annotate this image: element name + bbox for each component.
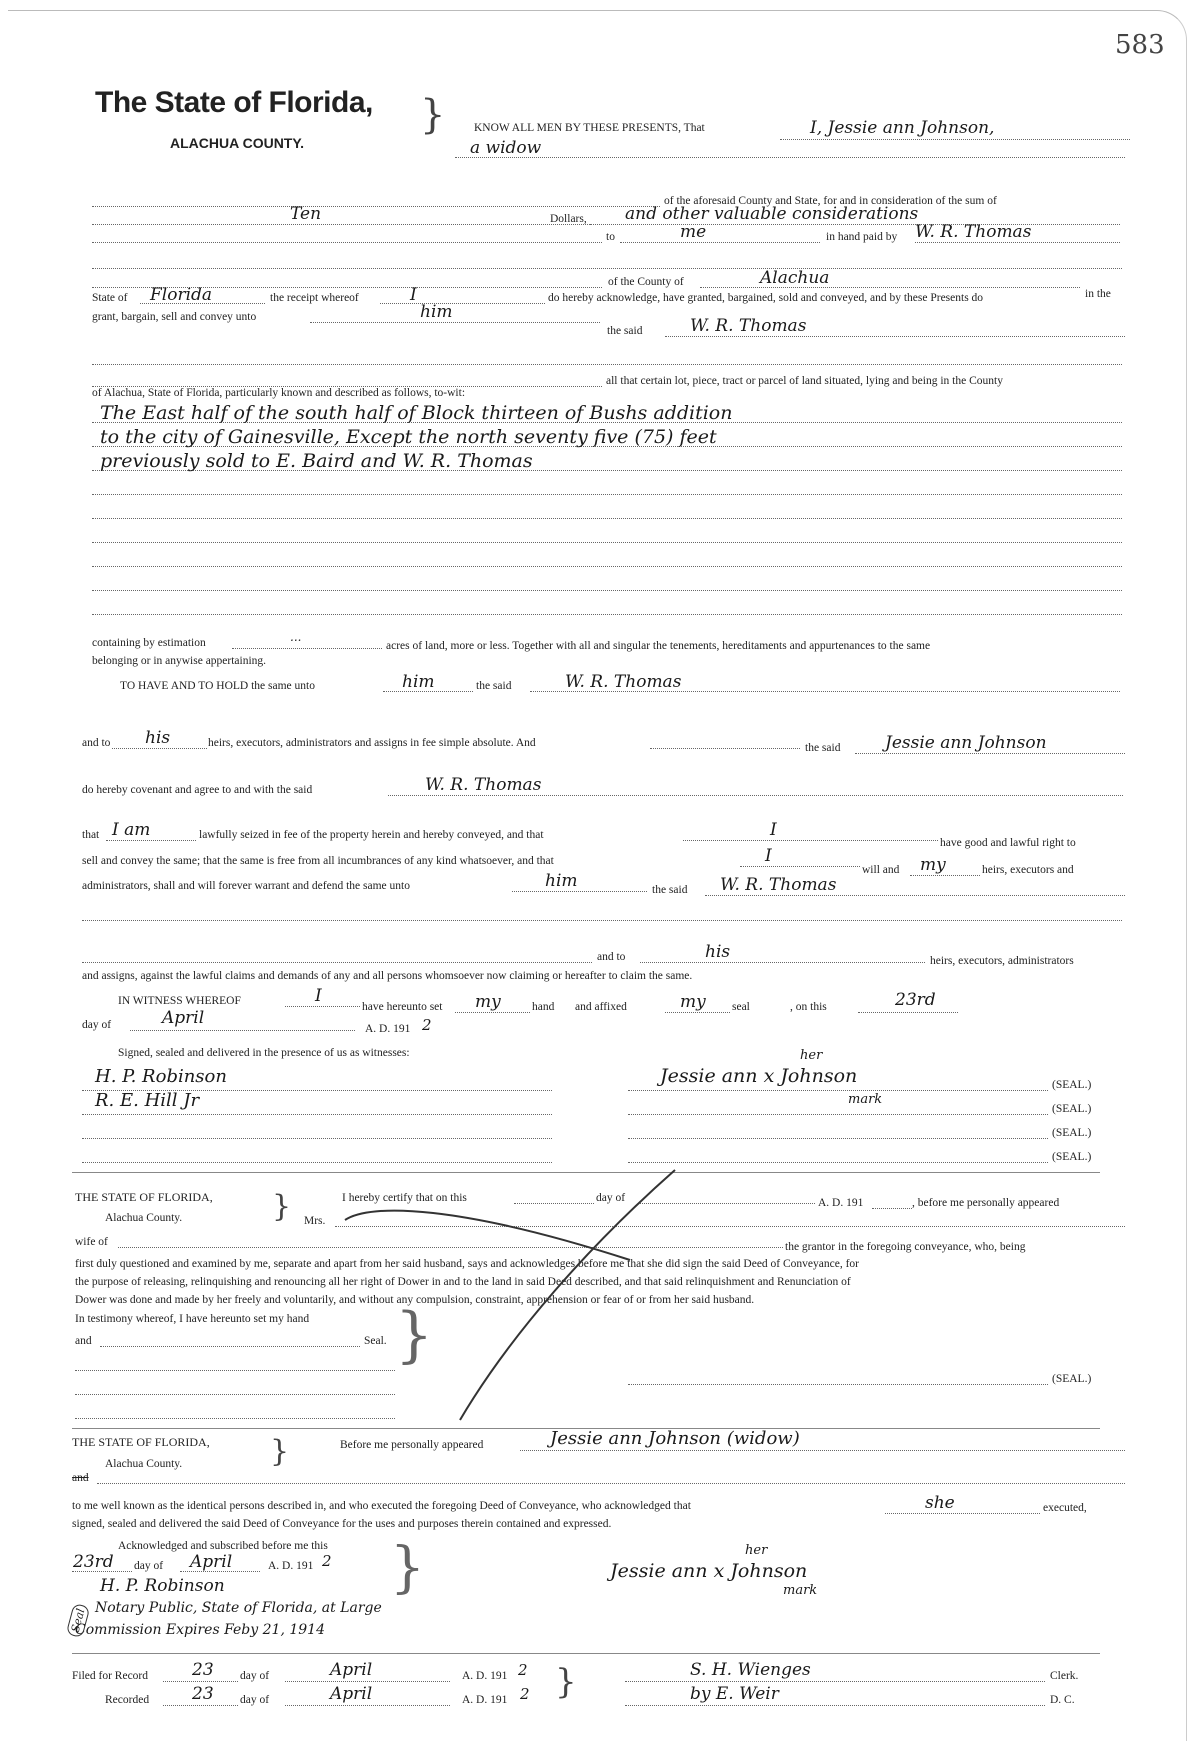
the-said2-text: the said [476, 680, 512, 692]
assigns-text: and assigns, against the lawful claims and demands of any and all persons whomsoever now claiming or hereafter to claim the same. [82, 970, 693, 982]
dower-brace2: } [395, 1300, 434, 1370]
grantor-line [780, 139, 1130, 140]
certify-text: I hereby certify that on this [342, 1192, 467, 1204]
notary3-hw: Commission Expires Feby 21, 1914 [75, 1622, 325, 1638]
him2-hw: him [402, 672, 435, 692]
my3-line [665, 1012, 730, 1013]
sum-hw: Ten [290, 204, 322, 224]
acres-hw: ... [290, 630, 302, 644]
her-hw: her [800, 1048, 823, 1063]
wife-of-text: wife of [75, 1236, 108, 1248]
grantor-text: the grantor in the foregoing conveyance, who, being [785, 1241, 1026, 1253]
she-line [885, 1513, 1040, 1514]
desc-line [92, 518, 1122, 519]
aforesaid-text: of the aforesaid County and State, for and in consideration of the sum of [664, 195, 997, 207]
month-hw: April [162, 1008, 205, 1028]
paid-by-text: in hand paid by [826, 231, 898, 243]
filed-text: Filed for Record [72, 1670, 149, 1682]
seal-2: (SEAL.) [1052, 1103, 1092, 1115]
dc-text: D. C. [1050, 1694, 1075, 1706]
receipt-text: the receipt whereof [270, 292, 359, 304]
acres-text: acres of land, more or less. Together with all and singular the tenements, hereditaments and appurtenances to the same [386, 640, 931, 652]
desc2-hw: to the city of Gainesville, Except the north seventy five (75) feet [100, 426, 717, 448]
dower-l3: Dower was done and made by her freely and voluntarily, and without any compulsion, constraint, apprehension or fear of or from her said husband. [75, 1294, 755, 1306]
signature-hw: Jessie ann x Johnson [660, 1065, 858, 1087]
intro-text: KNOW ALL MEN BY THESE PRESENTS, That [474, 122, 705, 134]
witness-line [82, 1114, 552, 1115]
blank-line [82, 920, 1122, 921]
witness-line [82, 1162, 552, 1163]
signature-line [628, 1162, 1048, 1163]
to-hw: me [680, 222, 707, 242]
administrators-text: administrators, shall and will forever warrant and defend the same unto [82, 880, 410, 892]
heirs-text: heirs, executors, administrators and assigns in fee simple absolute. And [208, 737, 536, 749]
seal-1: (SEAL.) [1052, 1079, 1092, 1091]
page-number: 583 [1115, 30, 1165, 60]
my2-hw: my [475, 992, 501, 1012]
the-said-text: the said [607, 325, 643, 337]
i-am-hw: I am [112, 820, 151, 840]
witness-line [82, 1138, 552, 1139]
witness1-hw: H. P. Robinson [95, 1066, 227, 1087]
sum2-hw: and other valuable considerations [625, 204, 919, 224]
desc-line [92, 494, 1122, 495]
county-title: ALACHUA COUNTY. [170, 135, 305, 151]
filed-day-hw: 23 [192, 1660, 214, 1680]
ack-l1: to me well known as the identical persons described in, and who executed the foregoing Deed of Conveyance, who acknowledged that [72, 1500, 691, 1512]
mrs-text: Mrs. [304, 1215, 326, 1227]
ack-day-of: day of [134, 1560, 164, 1572]
desc-line [92, 566, 1122, 567]
dower-seal-word: Seal. [364, 1335, 387, 1347]
desc1-hw: The East half of the south half of Block thirteen of Bushs addition [100, 402, 733, 424]
my-hw: my [920, 855, 946, 875]
blank-line [872, 1208, 912, 1209]
day-of-text: day of [82, 1019, 112, 1031]
him-line [310, 322, 600, 323]
she-hw: she [925, 1493, 955, 1513]
dc-line [625, 1705, 1045, 1706]
ack-year-hw: 2 [322, 1552, 332, 1570]
belonging-text: belonging or in anywise appertaining. [92, 655, 267, 667]
desc-line [92, 614, 1122, 615]
cancel-mark [340, 1165, 700, 1425]
grantee4-line [388, 795, 1123, 796]
ack-ad: A. D. 191 [268, 1560, 314, 1572]
appeared-hw: Jessie ann Johnson (widow) [550, 1428, 800, 1449]
will-and-text: will and [862, 864, 900, 876]
dower-state: THE STATE OF FLORIDA, [75, 1190, 213, 1204]
ack-signature-hw: Jessie ann x Johnson [610, 1560, 808, 1582]
have-good-text: have good and lawful right to [940, 837, 1076, 849]
executed-text: executed, [1043, 1502, 1087, 1514]
the-said3-text: the said [805, 742, 841, 754]
rec-year-hw: 2 [520, 1685, 530, 1703]
to-line [620, 242, 820, 243]
before-me-text: , before me personally appeared [912, 1197, 1060, 1209]
header-brace: } [420, 92, 446, 138]
clerk-text: Clerk. [1050, 1670, 1079, 1682]
blank-line [100, 1346, 360, 1347]
grantor3-line [855, 753, 1125, 754]
heirs-exec-text: heirs, executors and [982, 864, 1074, 876]
blank-line [82, 962, 592, 963]
dc-hw: by E. Weir [690, 1684, 779, 1704]
blank-line [97, 1483, 1125, 1484]
dollars-text: Dollars, [550, 213, 587, 225]
signature-line [628, 1138, 1048, 1139]
blank-line [92, 268, 1122, 269]
grantee3-hw: W. R. Thomas [565, 672, 682, 692]
day-hw: 23rd [895, 990, 936, 1010]
grantor2-line [455, 157, 1125, 158]
ack-state: THE STATE OF FLORIDA, [72, 1435, 210, 1449]
signed-text: Signed, sealed and delivered in the presence of us as witnesses: [118, 1047, 410, 1059]
seal-3: (SEAL.) [1052, 1127, 1092, 1139]
acknowledged-text: Acknowledged and subscribed before me this [118, 1540, 328, 1552]
my2-line [455, 1012, 530, 1013]
my3-hw: my [680, 992, 706, 1012]
rec-month-hw: April [330, 1684, 373, 1704]
notary2-hw: Notary Public, State of Florida, at Large [95, 1600, 382, 1616]
i-line [380, 303, 545, 304]
blank-line [92, 364, 1122, 365]
section-divider [72, 1653, 1100, 1654]
sell-convey-text: sell and convey the same; that the same is free from all incumbrances of any kind whatsoever, and that [82, 855, 554, 867]
blank-line [92, 206, 660, 207]
notary-seal-hw: Seal [66, 1603, 91, 1638]
desc-line [92, 590, 1122, 591]
seal-text: seal [732, 1001, 750, 1013]
grantee5-line [705, 895, 1125, 896]
seized-text: lawfully seized in fee of the property herein and hereby conveyed, and that [199, 829, 544, 841]
of-alachua-text: of Alachua, State of Florida, particularly known and described as follows, to-wit: [92, 387, 466, 399]
filed-ad: A. D. 191 [462, 1670, 508, 1682]
grantor2-hw: a widow [470, 138, 542, 158]
dower-county: Alachua County. [105, 1212, 183, 1224]
i4-line [285, 1006, 360, 1007]
clerk-hw: S. H. Wienges [690, 1660, 811, 1680]
desc3-hw: previously sold to E. Baird and W. R. Thomas [100, 450, 533, 472]
filed-day-line [163, 1681, 238, 1682]
grantor-hw: I, Jessie ann Johnson, [810, 118, 995, 138]
record-brace: } [555, 1662, 577, 1702]
covenant-text: do hereby covenant and agree to and with the said [82, 784, 313, 796]
dower-day-of: day of [596, 1192, 626, 1204]
filed-month-line [285, 1681, 450, 1682]
i4-hw: I [315, 986, 322, 1006]
testimony-text: In testimony whereof, I have hereunto set my hand [75, 1313, 310, 1325]
grant-unto-text: grant, bargain, sell and convey unto [92, 311, 257, 323]
paid-line [915, 242, 1120, 243]
and-affixed-text: and affixed [575, 1001, 627, 1013]
blank-line [92, 242, 602, 243]
signature-line [628, 1114, 1048, 1115]
dower-l2: the purpose of releasing, relinquishing and renouncing all her right of Dower in and to the land in said Deed described, and that said relinquishment and Renunciation of [75, 1276, 851, 1288]
grantee2-line [665, 336, 1125, 337]
rec-month-line [285, 1705, 450, 1706]
signature-line [628, 1090, 1048, 1091]
i3-hw: I [765, 846, 772, 866]
grantee5-hw: W. R. Thomas [720, 875, 837, 895]
recorded-text: Recorded [105, 1694, 150, 1706]
mark-hw: mark [848, 1092, 883, 1107]
ack-county: Alachua County. [105, 1458, 183, 1470]
of-county-text: of the County of [608, 276, 684, 288]
dower-brace: } [272, 1189, 292, 1224]
hand-text: hand [532, 1001, 555, 1013]
grantee-hw: W. R. Thomas [915, 222, 1032, 242]
month-line [130, 1030, 355, 1031]
and-to2-text: and to [597, 951, 626, 963]
filed-year-hw: 2 [518, 1661, 528, 1679]
county-line [700, 287, 1080, 288]
ack-and: and [72, 1472, 89, 1484]
i-hw: I [410, 285, 417, 305]
that-text: that [82, 829, 100, 841]
notary1-hw: H. P. Robinson [100, 1576, 225, 1596]
blank-line [650, 748, 800, 749]
ack-her-hw: her [745, 1543, 768, 1558]
sum-line [92, 224, 592, 225]
state-hw: Florida [150, 285, 213, 305]
rec-day-of: day of [240, 1694, 270, 1706]
have-set-text: have hereunto set [362, 1001, 443, 1013]
state-of-text: State of [92, 292, 128, 304]
grantee2-hw: W. R. Thomas [690, 316, 807, 336]
day-line [858, 1012, 958, 1013]
acknowledge-text: do hereby acknowledge, have granted, bargained, sold and conveyed, and by these Presents do [548, 292, 984, 304]
my-line [910, 875, 980, 876]
i2-line [683, 840, 938, 841]
appeared-line [520, 1450, 1125, 1451]
ack-day-hw: 23rd [73, 1552, 114, 1572]
grantee4-hw: W. R. Thomas [425, 775, 542, 795]
acres-line [232, 648, 382, 649]
and-to-text: and to [82, 737, 111, 749]
to-text: to [606, 231, 615, 243]
the-said4-text: the said [652, 884, 688, 896]
ack-l2: signed, sealed and delivered the said Deed of Conveyance for the uses and purposes therein contained and expressed. [72, 1518, 612, 1530]
him3-hw: him [545, 871, 578, 891]
sum2-line [590, 224, 1120, 225]
state-title: The State of Florida, [95, 86, 373, 119]
him-hw: him [420, 302, 453, 322]
i2-hw: I [770, 820, 777, 840]
seal-4: (SEAL.) [1052, 1151, 1092, 1163]
ack-mark-hw: mark [783, 1583, 818, 1598]
all-that-text: all that certain lot, piece, tract or parcel of land situated, lying and being in the County [606, 375, 1003, 387]
i-am-line [106, 840, 196, 841]
his-hw: his [145, 728, 171, 748]
ack-brace2: } [390, 1535, 425, 1599]
county-hw: Alachua [760, 268, 830, 288]
desc-line [92, 542, 1122, 543]
year-hw: 2 [422, 1016, 432, 1034]
grantor3-hw: Jessie ann Johnson [885, 733, 1047, 753]
dower-l1: first duly questioned and examined by me, separate and apart from her said husband, says and acknowledges before me that she did sign the said Deed of Conveyance, for [75, 1258, 859, 1270]
containing-text: containing by estimation [92, 637, 206, 649]
ack-before-me: Before me personally appeared [340, 1439, 484, 1451]
his-line [112, 748, 207, 749]
witness2-hw: R. E. Hill Jr [95, 1090, 200, 1111]
on-this-text: , on this [790, 1001, 827, 1013]
in-the-text: in the [1085, 288, 1111, 300]
rec-day-line [163, 1705, 238, 1706]
heirs-exec2-text: heirs, executors, administrators [930, 955, 1074, 967]
dower-ad: A. D. 191 [818, 1197, 864, 1209]
in-witness-text: IN WITNESS WHEREOF [118, 995, 241, 1007]
rec-ad: A. D. 191 [462, 1694, 508, 1706]
i3-line [740, 866, 860, 867]
clerk-line [625, 1681, 1045, 1682]
rec-day-hw: 23 [192, 1684, 214, 1704]
filed-day-of: day of [240, 1670, 270, 1682]
ack-brace: } [270, 1434, 290, 1469]
his2-hw: his [705, 942, 731, 962]
ad-text: A. D. 191 [365, 1023, 411, 1035]
his2-line [640, 962, 925, 963]
ack-month-hw: April [190, 1552, 233, 1572]
dower-and: and [75, 1335, 92, 1347]
dower-seal: (SEAL.) [1052, 1373, 1092, 1385]
filed-month-hw: April [330, 1660, 373, 1680]
to-have-text: TO HAVE AND TO HOLD the same unto [120, 680, 315, 692]
him3-line [512, 891, 647, 892]
